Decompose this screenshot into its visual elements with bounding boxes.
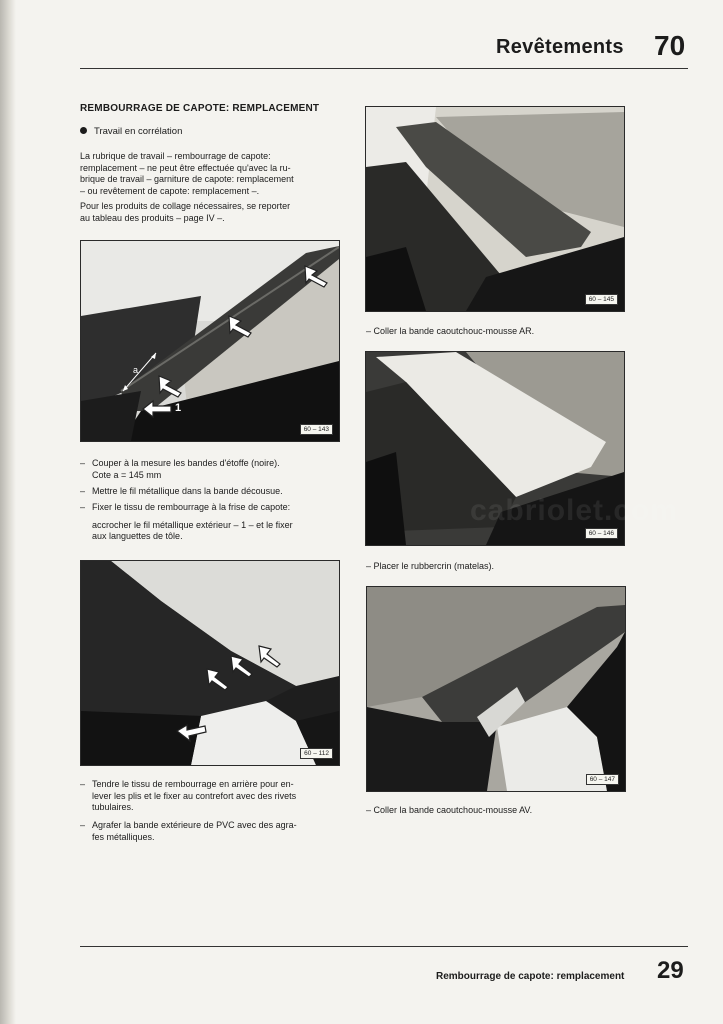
step-item: – Tendre le tissu de rembourrage en arrière pour en- lever les plis et le fixer au contrefort avec des rivets tubulaires.: [80, 779, 297, 812]
products-paragraph: [80, 201, 342, 224]
watermark: cabriolet.com: [470, 494, 679, 527]
products-line: Pour les produits de collage nécessaires, se reporter: [80, 201, 291, 211]
intro-line: La rubrique de travail – rembourrage de capote:: [80, 151, 271, 161]
step-item: – Fixer le tissu de rembourrage à la frise de capote: accrocher le fil métallique extérieur – 1 – et le fixer aux languettes de tôle.: [80, 502, 293, 541]
dimension-a: a: [133, 365, 139, 375]
figure-60-147: [366, 586, 626, 792]
figure-label: 60 – 112: [300, 748, 333, 759]
chapter-number: 70: [654, 30, 686, 61]
figure-60-112: [80, 560, 340, 766]
figure-label: 60 – 147: [586, 774, 619, 785]
footer-rule: [80, 946, 688, 947]
page-number: 29: [657, 957, 684, 984]
intro-paragraph: [80, 151, 342, 197]
footer-title: Rembourrage de capote: remplacement: [436, 971, 625, 982]
bullet-text: Travail en corrélation: [94, 126, 183, 137]
intro-line: brique de travail – garniture de capote: remplacement: [80, 174, 294, 184]
bullet-line: [80, 126, 182, 137]
caption-60-147: – Coller la bande caoutchouc-mousse AV.: [366, 805, 533, 815]
caption-60-146: – Placer le rubbercrin (matelas).: [366, 561, 495, 571]
bullet-icon: [80, 127, 87, 134]
header-rule: [80, 68, 688, 69]
figure-60-145: [365, 106, 625, 312]
step-item: – Agrafer la bande extérieure de PVC avec des agra- fes métalliques.: [80, 820, 297, 842]
page-binding-shadow: [0, 0, 16, 1024]
figure-label: 60 – 145: [585, 294, 618, 305]
section-title: REMBOURRAGE DE CAPOTE: REMPLACEMENT: [80, 103, 320, 114]
callout-1: 1: [175, 402, 182, 414]
figure-label: 60 – 143: [300, 424, 333, 435]
products-line: au tableau des produits – page IV –.: [80, 212, 225, 223]
caption-60-145: – Coller la bande caoutchouc-mousse AR.: [366, 326, 535, 336]
step-item: – Mettre le fil métallique dans la bande décousue.: [80, 486, 283, 496]
step-item: – Couper à la mesure les bandes d'étoffe (noire). Cote a = 145 mm: [80, 458, 280, 480]
figure-60-143: [80, 240, 340, 442]
intro-line: – ou revêtement de capote: remplacement –.: [80, 185, 260, 196]
chapter-title: Revêtements: [496, 36, 624, 58]
intro-line: remplacement – ne peut être effectuée qu'avec la ru-: [80, 162, 291, 173]
figure-label: 60 – 146: [585, 528, 618, 539]
